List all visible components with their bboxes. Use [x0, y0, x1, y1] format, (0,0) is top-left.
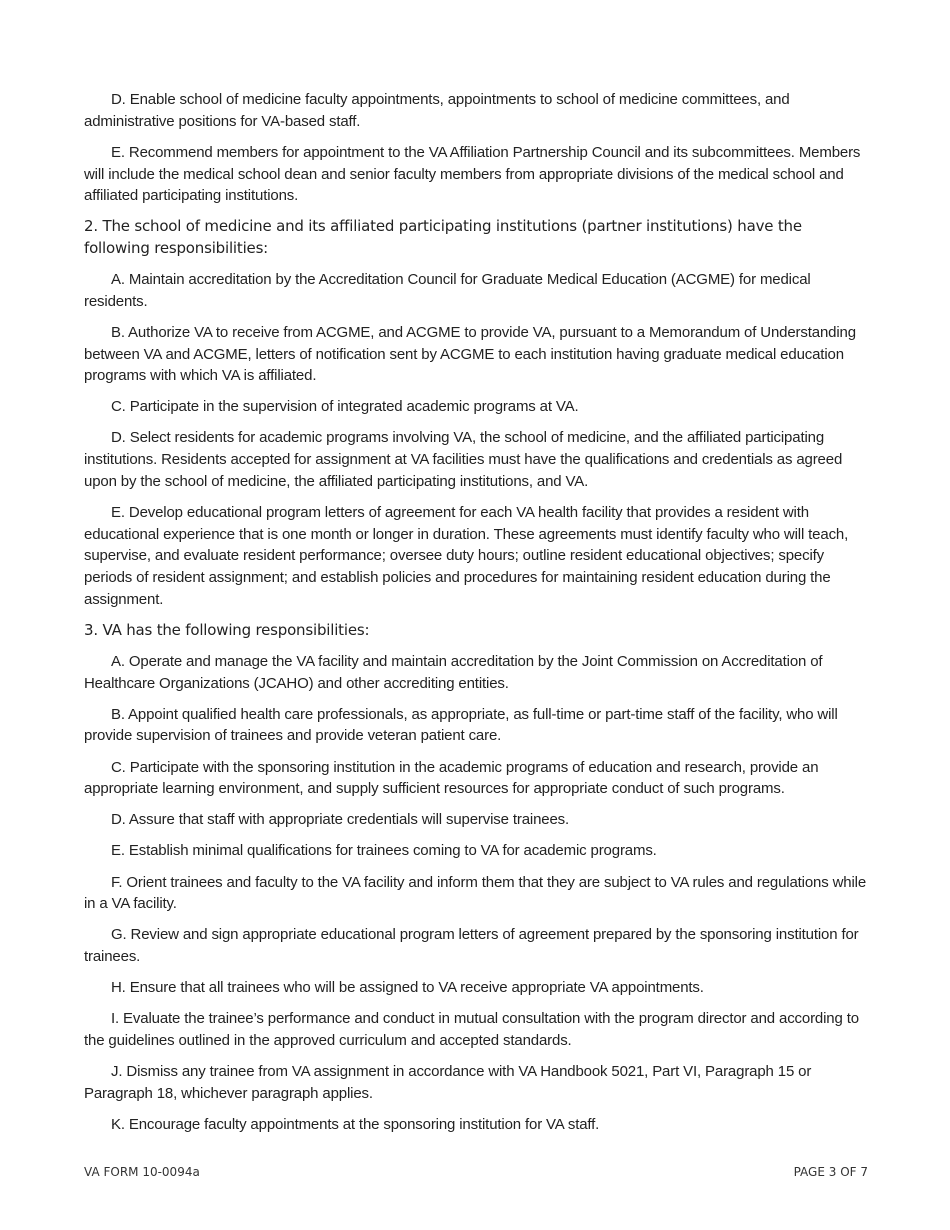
paragraph-2a: A. Maintain accreditation by the Accreditation Council for Graduate Medical Education (ACGME) for medical residents.: [84, 271, 811, 310]
paragraph-3f: F. Orient trainees and faculty to the VA facility and inform them that they are subject to VA rules and regulations while in a VA facility.: [84, 873, 867, 913]
paragraph-3d: D. Assure that staff with appropriate credentials will supervise trainees.: [111, 811, 570, 829]
section-2-heading: 2. The school of medicine and its affiliated participating institutions (partner institutions) have the following responsibilities:: [84, 217, 802, 257]
paragraph-3h: H. Ensure that all trainees who will be assigned to VA receive appropriate VA appointments.: [111, 979, 704, 997]
paragraph-1d: D. Enable school of medicine faculty appointments, appointments to school of medicine committees, and administrative positions for VA-based staff.: [84, 91, 790, 130]
paragraph-1e: E. Recommend members for appointment to the VA Affiliation Partnership Council and its subcommittees. Members will include the medical school dean and senior faculty members from appropriate divisions of the medical school and affiliated participating institutions.: [84, 143, 861, 205]
paragraph-2e: E. Develop educational program letters of agreement for each VA health facility that provides a resident with educational experience that is one month or longer in duration. These agreements must identify faculty who will teach, supervise, and evaluate resident performance; oversee duty hours; outline resident educational objectives; specify periods of resident assignment; and establish policies and procedures for maintaining resident education during the assignment.: [84, 503, 849, 608]
paragraph-3c: C. Participate with the sponsoring institution in the academic programs of education and research, provide an appropriate learning environment, and supply sufficient resources for appropriate conduct of such programs.: [84, 758, 819, 798]
document-body: [84, 89, 868, 1145]
paragraph-2d: D. Select residents for academic programs involving VA, the school of medicine, and the affiliated participating institutions. Residents accepted for assignment at VA facilities must have the qualifications and credentials as agreed upon by the school of medicine, the affiliated participating institutions, and VA.: [84, 429, 843, 490]
page-number: PAGE 3 OF 7: [793, 1165, 868, 1179]
paragraph-2b: B. Authorize VA to receive from ACGME, and ACGME to provide VA, pursuant to a Memorandum of Understanding between VA and ACGME, letters of notification sent by ACGME to each institution having graduate medical education programs with which VA is affiliated.: [84, 323, 856, 385]
form-number: VA FORM 10-0094a: [84, 1165, 200, 1179]
paragraph-2c: C. Participate in the supervision of integrated academic programs at VA.: [111, 398, 579, 416]
paragraph-3g: G. Review and sign appropriate educational program letters of agreement prepared by the sponsoring institution for trainees.: [84, 926, 859, 966]
paragraph-3a: A. Operate and manage the VA facility and maintain accreditation by the Joint Commission on Accreditation of Healthcare Organizations (JCAHO) and other accrediting entities.: [84, 652, 823, 692]
paragraph-3b: B. Appoint qualified health care professionals, as appropriate, as full-time or part-time staff of the facility, who will provide supervision of trainees and provide veteran patient care.: [84, 705, 838, 745]
section-3-heading: 3. VA has the following responsibilities:: [84, 620, 370, 639]
paragraph-3j: J. Dismiss any trainee from VA assignment in accordance with VA Handbook 5021, Part VI, Paragraph 15 or Paragraph 18, whichever paragraph applies.: [84, 1063, 812, 1102]
paragraph-3k: K. Encourage faculty appointments at the sponsoring institution for VA staff.: [111, 1115, 600, 1133]
paragraph-3e: E. Establish minimal qualifications for trainees coming to VA for academic programs.: [111, 842, 657, 860]
paragraph-3i: I. Evaluate the trainee’s performance and conduct in mutual consultation with the program director and according to the guidelines outlined in the approved curriculum and accepted standards.: [84, 1010, 859, 1049]
